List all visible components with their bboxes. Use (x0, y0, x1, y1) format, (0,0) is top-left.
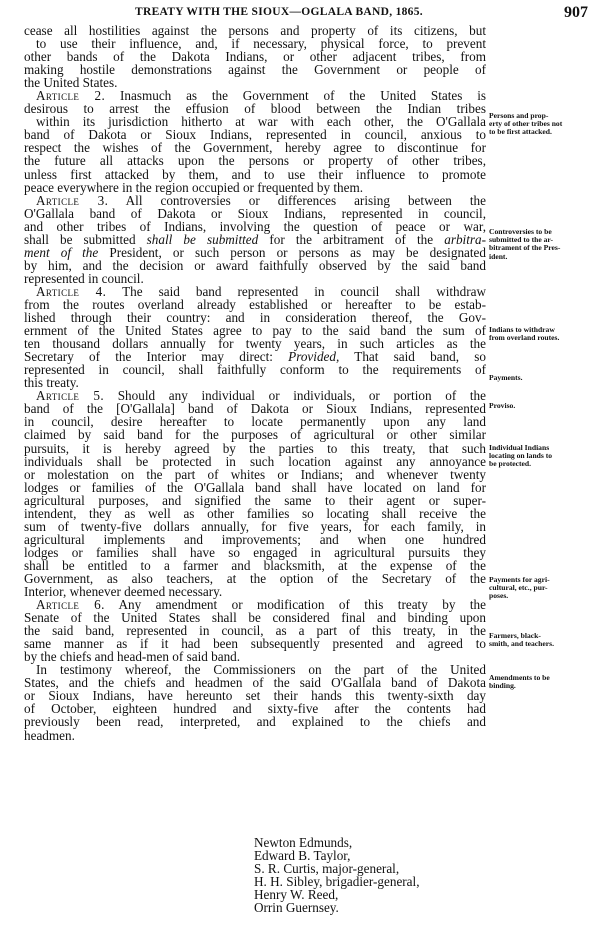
text-line: desirous to arrest the effusion of blood between the Indian tribes (24, 101, 486, 117)
article-4 (24, 285, 486, 389)
text-line: agricultural implements and improvements; and when one hundred (24, 531, 486, 547)
article-5 (24, 389, 486, 598)
text-run: Any amendment or modification of this treaty by the (104, 597, 486, 613)
margin-note (489, 576, 595, 601)
article-label: Article 5. (36, 388, 105, 404)
text-line: intendent, they as well as other families so locating shall receive the (24, 505, 486, 521)
note-line: Payments for agri- (489, 575, 550, 584)
article-2 (24, 89, 486, 193)
article-label: Article 4. (36, 283, 107, 299)
text-line: represented in council. (24, 270, 144, 286)
text-line: unless first attacked by them, and to use their influence to promote (24, 166, 486, 182)
text-line: the future all attacks upon the persons or property of other tribes, (24, 153, 486, 169)
note-line: smith, and teachers. (489, 639, 554, 649)
article-label: Article 2. (36, 88, 106, 104)
text-run: Should any individual or individuals, or portion of the (104, 388, 486, 404)
note-line: Payments. (489, 373, 523, 382)
text-line: claimed by said band for the purposes of agricultural or other similar (24, 427, 486, 443)
text-line: lodges or families of the O'Gallala band shall have located on land for (24, 479, 486, 495)
note-line: Individual Indians (489, 443, 550, 452)
signature-name: Orrin Guernsey. (254, 900, 339, 915)
article-label: Article 3. (36, 192, 109, 208)
text-line: from the routes overland already established or hereafter to be estab- (24, 296, 486, 312)
text-line: ten thousand dollars annually for twenty years, in such articles as the (24, 336, 486, 352)
text-run: The said band represented in council shall withdraw (106, 283, 487, 299)
signature-name: Edward B. Taylor, (254, 848, 351, 863)
text-line: sum of twenty-five dollars annually, for five years, for each family, in (24, 518, 486, 534)
text-line: the said band, represented in council, as a part of this treaty, in the (24, 623, 486, 639)
text-run: Inasmuch as the Government of the United States is (105, 88, 486, 104)
note-line: erty of other tribes not (489, 119, 563, 129)
text-run: shall be submitted (24, 231, 147, 247)
text-line (24, 194, 486, 207)
note-line: binding. (489, 681, 516, 691)
note-line: locating on lands to (489, 451, 553, 461)
text-line: by him, and the decision or award faithfully observed by the said band (24, 257, 486, 273)
margin-note (489, 326, 595, 342)
text-line: within its jurisdiction hitherto at war with each other, the O'Gallala (36, 114, 486, 130)
page-header (0, 6, 600, 24)
text-run: That said band, so (339, 349, 486, 365)
italic-run: Provided, (288, 349, 340, 365)
note-line: Proviso. (489, 401, 516, 410)
text-line: cease all hostilities against the persons and property of its citizens, but (24, 23, 486, 38)
text-run: Secretary of the Interior may direct: (24, 349, 289, 365)
article-1-continuation (24, 24, 486, 89)
text-line: of October, eighteen hundred and sixty-five after the contents had (24, 701, 486, 717)
note-line: ident. (489, 251, 508, 261)
italic-run: shall be submitted (146, 231, 259, 247)
note-line: submitted to the ar- (489, 235, 554, 245)
text-line: lodges or families shall have so engaged in agricultural pursuits they (24, 544, 486, 560)
text-line: and other tribes of Indians, involving the question of peace or war, (24, 218, 486, 234)
note-line: bitrament of the Pres- (489, 243, 561, 253)
text-line: Government, as also teachers, at the option of the Secretary of the (24, 570, 486, 586)
testimony-clause (24, 663, 486, 741)
note-line: cultural, etc., pur- (489, 583, 548, 593)
treaty-text (24, 24, 486, 742)
text-line: other bands of the Dakota Indians, or other adjacent tribes, from (24, 49, 486, 65)
text-line: Interior, whenever deemed necessary. (24, 584, 223, 600)
text-line: same manner as if it had been subsequently presented and agreed to (24, 636, 486, 652)
margin-note (489, 228, 595, 261)
text-line: in council, desire hereafter to locate permanently upon any land (24, 414, 486, 430)
note-line: be protected. (489, 459, 532, 469)
note-line: Persons and prop- (489, 111, 549, 120)
text-line: lished through their country: and in consideration thereof, the Gov- (24, 310, 486, 326)
text-line: this treaty. (24, 375, 79, 391)
text-line: In testimony whereof, the Commissioners on the part of the United (36, 662, 486, 678)
note-line: Controversies to be (489, 227, 552, 236)
text-line: band of the [O'Gallala] band of Dakota or Sioux Indians, represented (24, 401, 486, 417)
text-run: All controversies or differences arising between the (108, 192, 486, 208)
text-line: States, and the chiefs and headmen of the said O'Gallala band of Dakota (24, 675, 486, 691)
article-label: Article 6. (36, 597, 105, 613)
signature-name: Henry W. Reed, (254, 887, 339, 902)
text-run: for the arbitrament of the (258, 231, 445, 247)
text-line (24, 246, 486, 259)
text-line: to use their influence, and, if necessary, physical force, to prevent (36, 36, 486, 52)
text-line: agricultural purposes, and signified the same to their agent or super- (24, 492, 486, 508)
text-line: the United States. (24, 75, 118, 91)
text-line: or Sioux Indians, have hereunto set their hands this twenty-sixth day (24, 688, 486, 704)
text-line: O'Gallala band of Dakota or Sioux Indians, represented in council, (24, 205, 486, 221)
margin-note (489, 374, 595, 382)
note-line: to be first attacked. (489, 127, 552, 137)
text-line: headmen. (24, 727, 75, 743)
signature-name: S. R. Curtis, major-general, (254, 861, 400, 876)
text-line: previously been read, interpreted, and explained to the chiefs and (24, 714, 486, 730)
margin-note (489, 112, 595, 137)
page-number: 907 (564, 4, 588, 21)
text-run: President, or such person or persons as may be designated (98, 244, 487, 260)
note-line: Amendments to be (489, 673, 550, 682)
note-line: Indians to withdraw (489, 325, 555, 334)
text-line: making hostile demonstrations against the Government or people of (24, 62, 486, 78)
note-line: from overland routes. (489, 333, 560, 343)
text-line: respect the wishes of the Government, hereby agree to discontinue for (24, 140, 486, 156)
italic-run: arbitra- (444, 231, 486, 247)
signature-name: H. H. Sibley, brigadier-general, (254, 874, 420, 889)
text-line: pursuits, it is hereby agreed by the parties to this treaty, that such (24, 440, 486, 456)
margin-note (489, 444, 595, 469)
note-line: Farmers, black- (489, 631, 541, 640)
article-6 (24, 598, 486, 663)
note-line: poses. (489, 591, 509, 601)
text-line: band of Dakota or Sioux Indians, represented in council, anxious to (24, 127, 486, 143)
italic-run: ment of the (24, 244, 99, 260)
article-3 (24, 194, 486, 285)
text-line: shall be entitled to a farmer and blacksmith, at the expense of the (24, 557, 486, 573)
text-line: represented in council, shall faithfully conform to the requirements of (24, 362, 486, 378)
margin-note (489, 402, 595, 410)
running-title: TREATY WITH THE SIOUX—OGLALA BAND, 1865. (135, 6, 423, 18)
text-line: Senate of the United States shall be considered final and binding upon (24, 610, 486, 626)
signature-name: Newton Edmunds, (254, 835, 353, 850)
text-line: by the chiefs and head-men of said band. (24, 649, 241, 665)
text-line: peace everywhere in the region occupied or frequented by them. (24, 179, 364, 195)
text-line: or molestation on the part of whites or Indians; and whenever twenty (24, 466, 486, 482)
margin-note (489, 674, 595, 690)
margin-note (489, 632, 595, 648)
text-line: ernment of the United States agree to pay to the said band the sum of (24, 323, 486, 339)
text-line: individuals shall be protected in such location against any annoyance (24, 453, 486, 469)
